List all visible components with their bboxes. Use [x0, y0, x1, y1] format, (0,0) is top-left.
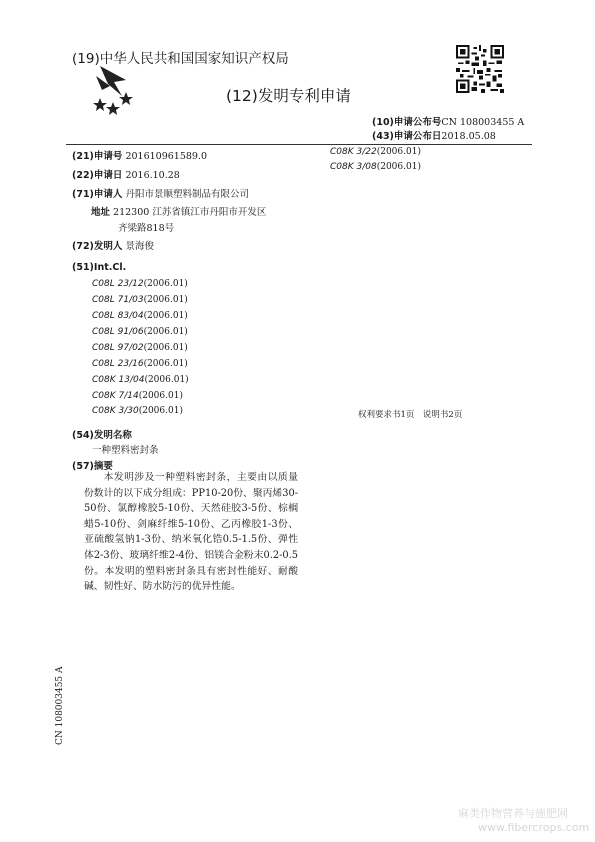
classification-entry [330, 147, 421, 157]
inventor-row [72, 238, 154, 252]
classification-code: C08L 97/02 [92, 343, 144, 353]
address-label: 地址 [91, 207, 111, 218]
publication-date-label: (43)申请公布日 [372, 131, 442, 142]
classification-code: C08L 91/06 [92, 327, 144, 337]
patent-office-emblem-icon [92, 62, 138, 120]
header-divider [66, 144, 532, 145]
classification-entry [92, 391, 183, 401]
abstract-label: (57)摘要 [72, 461, 113, 472]
classification-code: C08L 23/12 [92, 279, 144, 289]
address-line-1: 212300 江苏省镇江市丹阳市开发区 [113, 207, 267, 218]
classification-code: C08L 23/16 [92, 359, 144, 369]
watermark-site-name: 麻类作物营养与施肥网 [458, 807, 568, 820]
classification-version: (2006.01) [376, 162, 421, 172]
filing-date-row [72, 167, 180, 181]
classification-version: (2006.01) [143, 327, 188, 337]
classification-code: C08L 71/03 [92, 295, 144, 305]
classification-version: (2006.01) [143, 359, 188, 369]
classification-code: C08K 7/14 [92, 391, 139, 401]
classification-version: (2006.01) [144, 375, 189, 385]
classification-entry [92, 279, 188, 289]
document-type-title: (12)发明专利申请 [226, 87, 351, 105]
patent-office-name: (19)中华人民共和国国家知识产权局 [72, 51, 289, 67]
classification-entry [92, 295, 188, 305]
watermark-url: www.fibercrops.com [478, 821, 590, 834]
application-number-label: (21)申请号 [72, 151, 123, 162]
qr-code-icon [456, 45, 504, 93]
publication-number-label: (10)申请公布号 [372, 117, 442, 128]
classification-code: C08K 3/30 [92, 406, 139, 416]
address-row [91, 204, 266, 218]
applicant-value: 丹阳市景顺塑料制品有限公司 [125, 189, 249, 200]
classification-code: C08K 13/04 [92, 375, 145, 385]
classification-entry [92, 406, 183, 416]
address-line-2: 齐梁路818号 [118, 223, 175, 234]
classification-entry [330, 162, 421, 172]
invention-title-label: (54)发明名称 [72, 430, 132, 441]
classification-version: (2006.01) [143, 343, 188, 353]
publication-number-row [372, 114, 524, 128]
classification-entry [92, 375, 189, 385]
application-number-value: 201610961589.0 [125, 151, 208, 162]
classification-entry [92, 359, 188, 369]
publication-number-value: CN 108003455 A [441, 117, 525, 128]
classification-code: C08K 3/08 [330, 162, 377, 172]
classification-version: (2006.01) [143, 311, 188, 321]
filing-date-label: (22)申请日 [72, 170, 123, 181]
applicant-label: (71)申请人 [72, 189, 123, 200]
classification-version: (2006.01) [143, 279, 188, 289]
classification-entry [92, 327, 188, 337]
classification-entry [92, 311, 188, 321]
invention-title-value: 一种塑料密封条 [92, 445, 159, 456]
abstract-text: 本发明涉及一种塑料密封条，主要由以质量份数计的以下成分组成：PP10-20份、聚丙烯30-50份、氯醇橡胶5-10份、天然硅胶3-5份、棕榈蜡5-10份、剑麻纤维5-10份、乙丙橡胶1-3份、亚硫酸氢钠1-3份、纳米氧化锆0.5-1.5份、弹性体2-3份、玻璃纤维2-4份、铝镁合金粉末0.2-0.5份。本发明的塑料密封条具有密封性能好、耐酸碱、韧性好、防水防污的优异性能。 [84, 472, 298, 593]
classification-version: (2006.01) [376, 147, 421, 157]
classification-version: (2006.01) [138, 391, 183, 401]
publication-date-value: 2018.05.08 [441, 131, 496, 142]
int-cl-label: (51)Int.Cl. [72, 262, 127, 273]
classification-entry [92, 343, 188, 353]
inventor-value: 景海俊 [125, 241, 154, 252]
inventor-label: (72)发明人 [72, 241, 123, 252]
filing-date-value: 2016.10.28 [125, 170, 180, 181]
publication-date-row [372, 128, 496, 142]
classification-code: C08L 83/04 [92, 311, 144, 321]
applicant-row [72, 186, 249, 200]
application-number-row [72, 148, 207, 162]
classification-version: (2006.01) [138, 406, 183, 416]
side-publication-number: CN 108003455 A [55, 666, 65, 745]
classification-code: C08K 3/22 [330, 147, 377, 157]
page-count-note: 权利要求书1页 说明书2页 [358, 410, 463, 420]
classification-version: (2006.01) [143, 295, 188, 305]
